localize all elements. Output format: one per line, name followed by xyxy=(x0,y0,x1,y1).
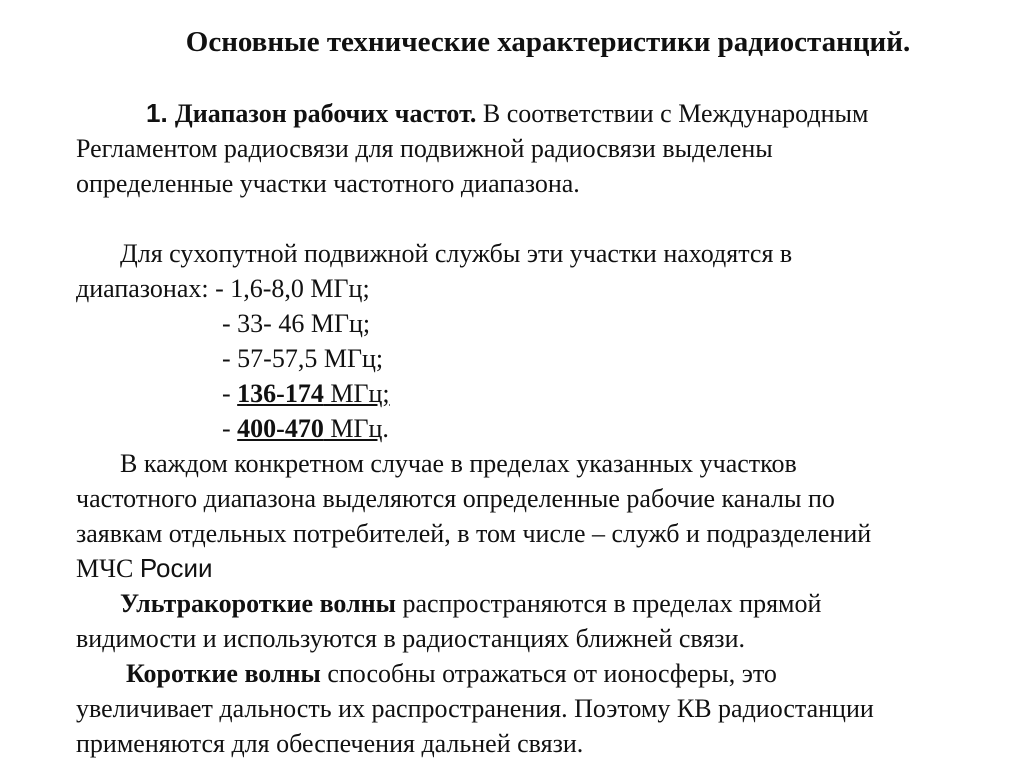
range-dash: - xyxy=(222,414,238,443)
range-value: 400-470 xyxy=(237,414,324,443)
body-text xyxy=(76,96,976,761)
vhf-line2: видимости и используются в радиостанциях ближней связи. xyxy=(76,624,745,653)
channels-org: МЧС xyxy=(76,554,140,583)
section1-line1 xyxy=(76,96,976,131)
range-tail: . xyxy=(382,414,389,443)
vhf-term: Ультракороткие волны xyxy=(120,589,396,618)
range-item xyxy=(76,376,976,411)
range-dash: - xyxy=(222,379,238,408)
range-value: 136-174 xyxy=(237,379,324,408)
spacer xyxy=(76,201,976,236)
vhf-line1 xyxy=(76,586,976,621)
range-dash: - xyxy=(222,344,238,373)
land-line1: Для сухопутной подвижной службы эти участки находятся в xyxy=(120,239,793,268)
range-value: 57-57,5 xyxy=(237,344,318,373)
range-unit: МГц; xyxy=(304,309,371,338)
channels-line3: заявкам отдельных потребителей, в том числе – служб и подразделений xyxy=(76,519,872,548)
channels-line2: частотного диапазона выделяются определенные рабочие каналы по xyxy=(76,484,835,513)
land-line2: диапазонах: - 1,6-8,0 МГц; xyxy=(76,274,370,303)
range-item xyxy=(76,306,976,341)
channels-line1: В каждом конкретном случае в пределах указанных участков xyxy=(120,449,797,478)
page-title: Основные технические характеристики радиостанций. xyxy=(185,26,911,58)
hf-line2: увеличивает дальность их распространения. Поэтому КВ радиостанции xyxy=(76,694,874,723)
section1-text: В соответствии с Международным xyxy=(476,99,869,128)
channels-line4 xyxy=(76,551,976,586)
section1-heading: Диапазон рабочих частот. xyxy=(174,99,477,128)
hf-term: Короткие волны xyxy=(126,659,321,688)
range-item xyxy=(76,341,976,376)
hf-text: способны отражаться от ионосферы, это xyxy=(320,659,777,688)
section1-line3: определенные участки частотного диапазона. xyxy=(76,169,580,198)
range-value: 33- 46 xyxy=(237,309,305,338)
hf-line1 xyxy=(76,656,976,691)
section1-number: 1. xyxy=(146,98,175,128)
channels-country: Росии xyxy=(139,553,213,583)
vhf-text: распространяются в пределах прямой xyxy=(395,589,822,618)
range-dash: - xyxy=(222,309,238,338)
range-unit: МГц xyxy=(323,414,383,443)
section1-line2: Регламентом радиосвязи для подвижной радиосвязи выделены xyxy=(76,134,773,163)
range-unit: МГц; xyxy=(323,379,390,408)
range-unit: МГц; xyxy=(317,344,384,373)
range-item xyxy=(76,411,976,446)
hf-line3: применяются для обеспечения дальней связи. xyxy=(76,729,584,758)
